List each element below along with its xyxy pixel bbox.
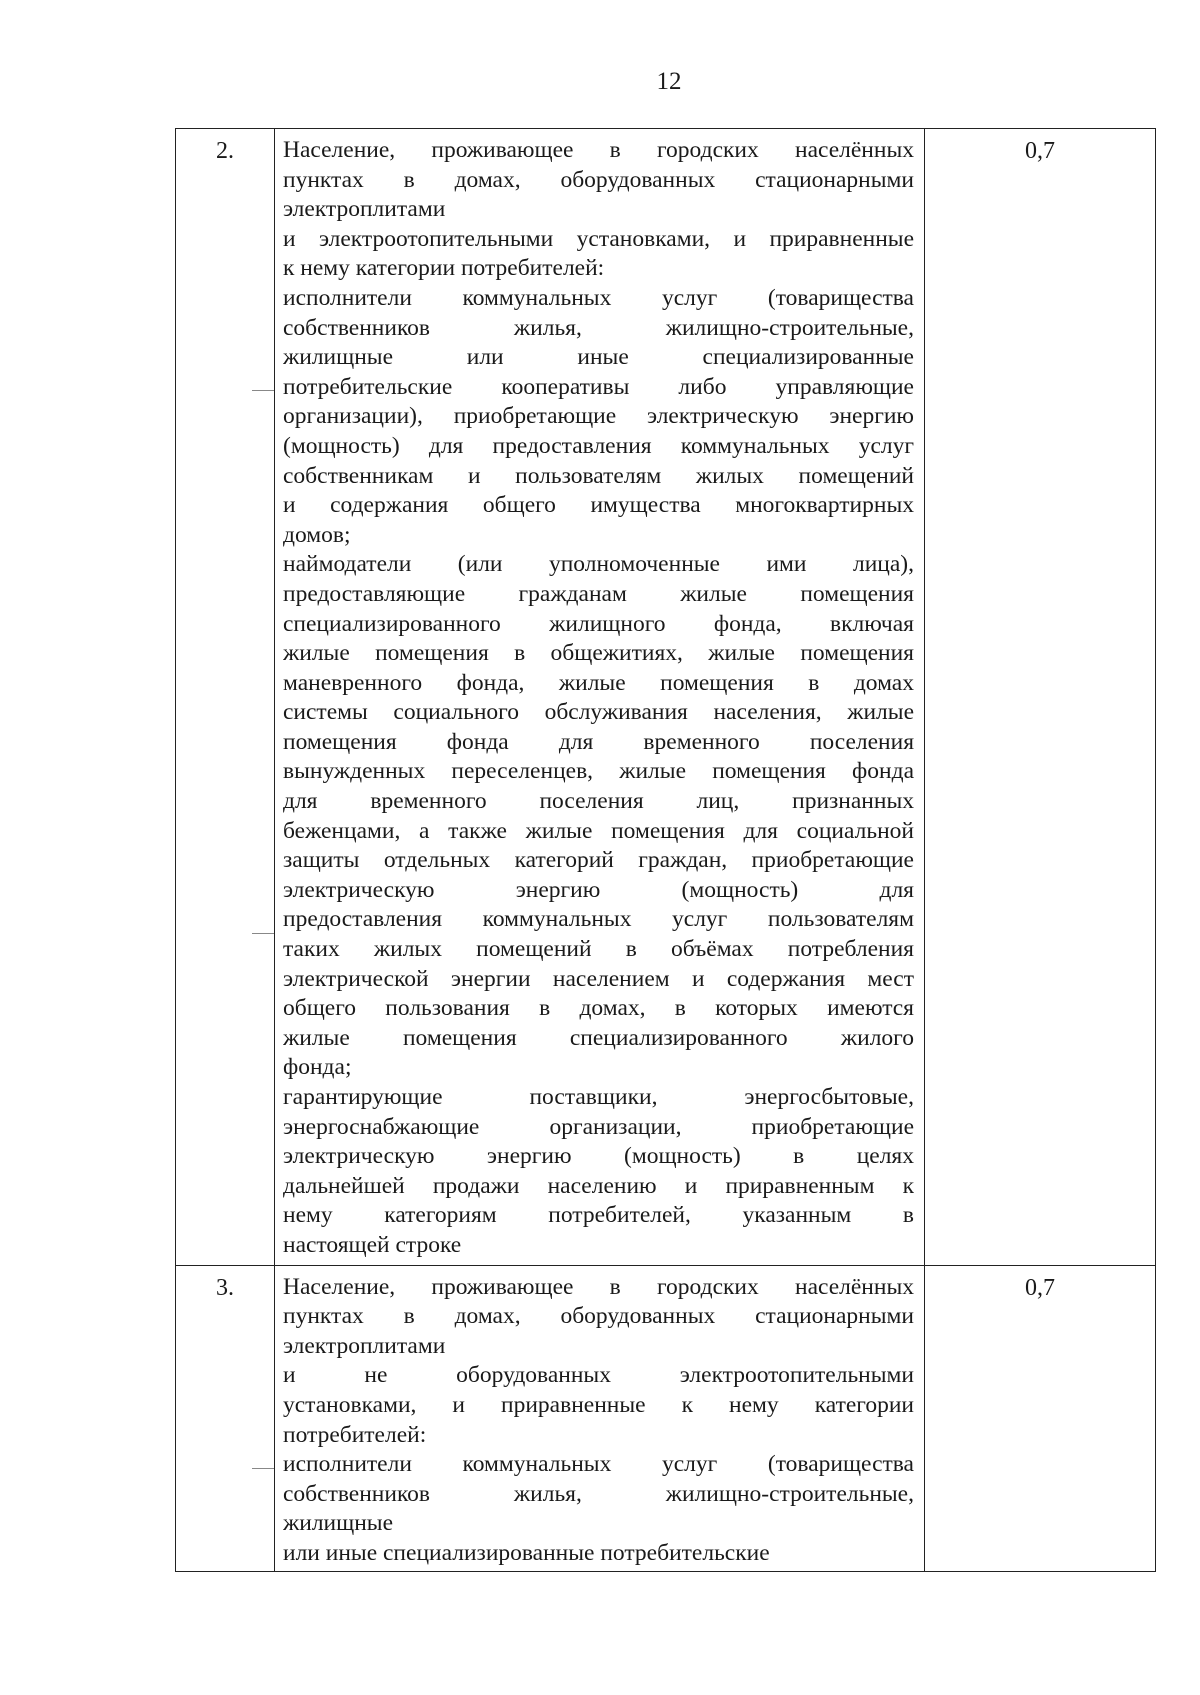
- text-line: энергоснабжающие организации, приобретающие: [283, 1113, 914, 1140]
- text-line: гарантирующие поставщики, энергосбытовые,: [283, 1084, 914, 1110]
- text-line: исполнители коммунальных услуг (товарищества: [283, 1451, 914, 1478]
- text-line: установками, и приравненные к нему категории: [283, 1391, 914, 1418]
- text-line: системы социального обслуживания населения, жилые: [283, 699, 914, 726]
- text-line: помещения фонда для временного поселения: [283, 728, 914, 755]
- row-coefficient: 0,7: [925, 1265, 1156, 1571]
- margin-mark: [252, 933, 274, 934]
- text-line: и содержания общего имущества многоквартирных: [283, 492, 914, 519]
- text-line: и не оборудованных электроотопительными: [283, 1362, 914, 1389]
- text-line: специализированного жилищного фонда, включая: [283, 610, 914, 637]
- text-line: Население, проживающее в городских населённых: [283, 137, 914, 163]
- text-line: и электроотопительными установками, и приравненные: [283, 225, 914, 252]
- margin-mark: [252, 1468, 274, 1469]
- text-line: организации), приобретающие электрическую энергию: [283, 403, 914, 430]
- text-line: фонда;: [283, 1054, 352, 1081]
- text-line: жилые помещения специализированного жилого: [283, 1024, 914, 1051]
- text-line: пунктах в домах, оборудованных стационарными: [283, 1303, 914, 1330]
- text-line: таких жилых помещений в объёмах потребления: [283, 936, 914, 963]
- text-line: электроплитами: [283, 196, 446, 223]
- text-line: дальнейшей продажи населению и приравненным к: [283, 1172, 914, 1199]
- text-line: предоставления коммунальных услуг пользователям: [283, 906, 914, 933]
- row-description: [275, 129, 925, 1266]
- text-line: электрическую энергию (мощность) в целях: [283, 1143, 914, 1170]
- text-line: жилищные или иные специализированные: [283, 344, 914, 371]
- table-row: [176, 129, 1156, 1266]
- row-number: 2.: [176, 129, 275, 1266]
- text-line: (мощность) для предоставления коммунальных услуг: [283, 432, 914, 459]
- text-line: Население, проживающее в городских населённых: [283, 1273, 914, 1300]
- text-line: электрическую энергию (мощность) для: [283, 876, 914, 903]
- text-line: общего пользования в домах, в которых имеются: [283, 995, 914, 1022]
- text-line: пунктах в домах, оборудованных стационарными: [283, 166, 914, 193]
- text-line: жилищные: [283, 1510, 394, 1537]
- text-line: настоящей строке: [283, 1231, 462, 1258]
- text-line: предоставляющие гражданам жилые помещения: [283, 580, 914, 607]
- text-line: домов;: [283, 521, 351, 548]
- page-number: 12: [656, 68, 682, 95]
- text-line: или иные специализированные потребительские: [283, 1539, 770, 1566]
- text-line: электроплитами: [283, 1332, 446, 1359]
- text-line: собственников жилья, жилищно-строительные,: [283, 314, 914, 341]
- text-line: маневренного фонда, жилые помещения в домах: [283, 669, 914, 696]
- text-line: вынужденных переселенцев, жилые помещения фонда: [283, 758, 914, 785]
- text-line: защиты отдельных категорий граждан, приобретающие: [283, 847, 914, 874]
- row-coefficient: 0,7: [925, 129, 1156, 1266]
- text-line: потребительские кооперативы либо управляющие: [283, 373, 914, 400]
- text-line: для временного поселения лиц, признанных: [283, 788, 914, 815]
- text-line: к нему категории потребителей:: [283, 255, 605, 282]
- text-line: жилые помещения в общежитиях, жилые помещения: [283, 640, 914, 667]
- text-line: беженцами, а также жилые помещения для социальной: [283, 817, 914, 844]
- text-line: нему категориям потребителей, указанным в: [283, 1202, 914, 1229]
- text-line: исполнители коммунальных услуг (товарищества: [283, 284, 914, 311]
- text-line: потребителей:: [283, 1421, 427, 1448]
- margin-mark: [252, 390, 274, 391]
- text-line: собственникам и пользователям жилых помещений: [283, 462, 914, 489]
- text-line: собственников жилья, жилищно-строительные,: [283, 1480, 914, 1507]
- tariff-table: [175, 128, 1156, 1572]
- text-line: наймодатели (или уполномоченные ими лица),: [283, 551, 914, 578]
- row-number: 3.: [176, 1265, 275, 1571]
- table-row: [176, 1265, 1156, 1571]
- row-description: [275, 1265, 925, 1571]
- text-line: электрической энергии населением и содержания мест: [283, 965, 914, 992]
